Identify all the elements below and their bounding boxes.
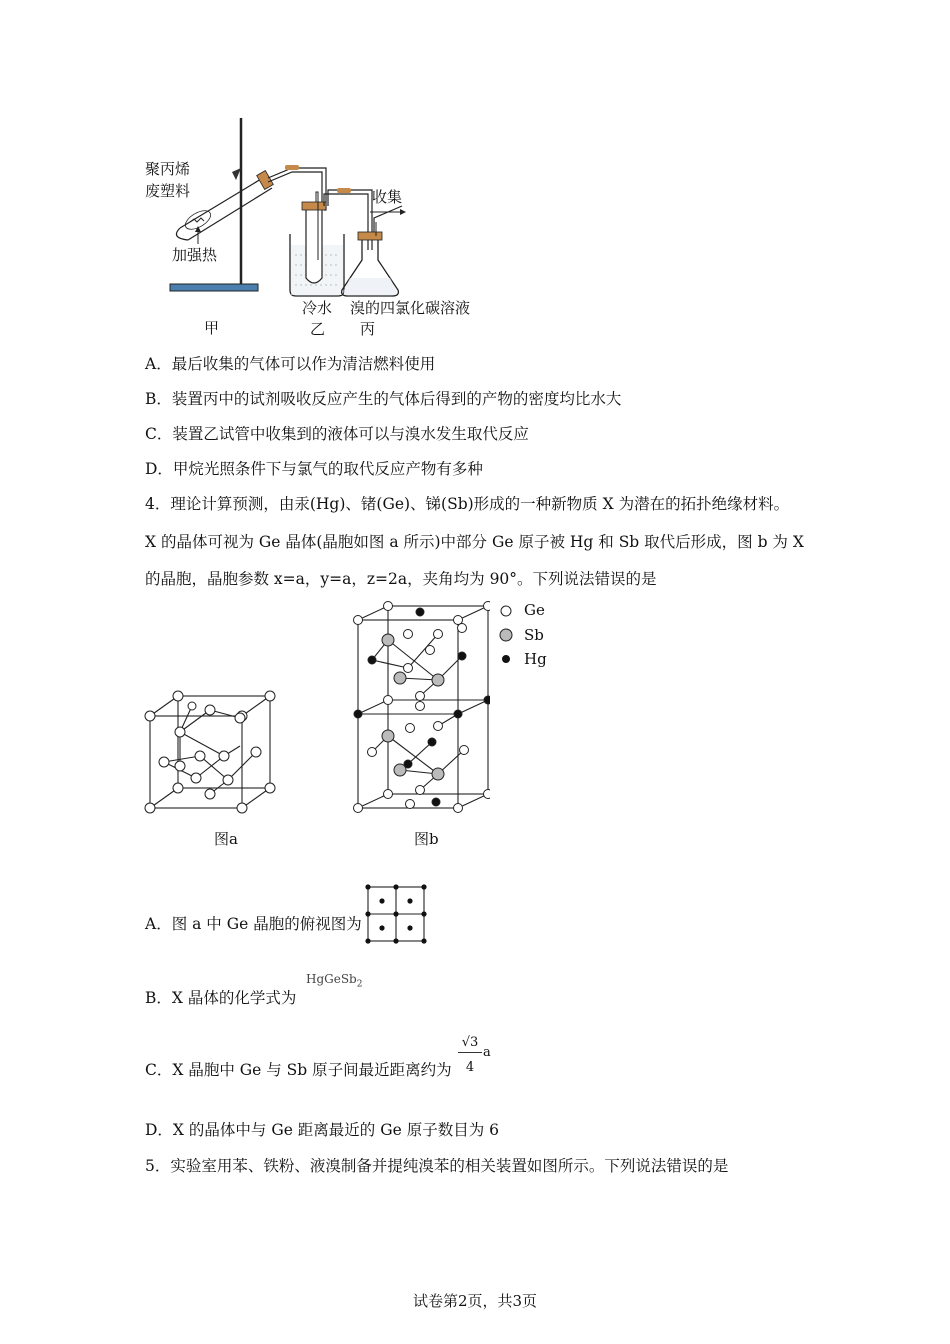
label-bromine-solution: 溴的四氯化碳溶液 (350, 299, 471, 317)
heated-tube (176, 171, 273, 240)
label-jia: 甲 (204, 319, 220, 337)
legend-markers (498, 603, 518, 667)
q4-stem-3: 的晶胞，晶胞参数 x=a，y=a，z=2a，夹角均为 90°。下列说法错误的是 (145, 570, 657, 588)
q4-stem-2: X 的晶体可视为 Ge 晶体(晶胞如图 a 所示)中部分 Ge 原子被 Hg 和 Sb 取代后形成，图 b 为 X (145, 533, 804, 551)
formula-main: HgGeSb (306, 972, 357, 986)
q4-option-a: A．图 a 中 Ge 晶胞的俯视图为 (145, 915, 362, 933)
q5-stem: 5．实验室用苯、铁粉、液溴制备并提纯溴苯的相关装置如图所示。下列说法错误的是 (145, 1157, 729, 1175)
label-heat: 加强热 (172, 246, 218, 264)
legend-ge: Ge (524, 601, 545, 619)
q3-option-d: D．甲烷光照条件下与氯气的取代反应产物有多种 (145, 460, 483, 478)
fraction-unit: a (483, 1045, 491, 1060)
figure-b-x-cell (350, 600, 490, 815)
q3-option-b: B．装置丙中的试剂吸收反应产生的气体后得到的产物的密度均比水大 (145, 390, 622, 408)
q4-stem-1: 4．理论计算预测，由汞(Hg)、锗(Ge)、锑(Sb)形成的一种新物质 X 为潜在的拓扑绝缘材料。 (145, 495, 790, 513)
legend-hg: Hg (524, 650, 547, 668)
figure-b-caption: 图b (414, 830, 439, 848)
label-waste-plastic-1: 聚丙烯 (145, 160, 191, 178)
figure-a-caption: 图a (214, 830, 238, 848)
page-footer: 试卷第2页，共3页 (412, 1292, 538, 1310)
q3-option-c: C．装置乙试管中收集到的液体可以与溴水发生取代反应 (145, 425, 529, 443)
apparatus-diagram (140, 110, 520, 310)
label-cold-water: 冷水 (302, 299, 333, 317)
label-yi: 乙 (310, 320, 326, 338)
fraction-numerator: √3 (458, 1035, 482, 1053)
formula-hggesb2 (306, 972, 362, 989)
q4-option-c: C．X 晶胞中 Ge 与 Sb 原子间最近距离约为 (145, 1061, 452, 1079)
stand-base (170, 284, 258, 291)
q3-option-a: A．最后收集的气体可以作为清洁燃料使用 (145, 355, 436, 373)
q4-option-d: D．X 的晶体中与 Ge 距离最近的 Ge 原子数目为 6 (145, 1121, 499, 1139)
top-view-grid (364, 883, 428, 945)
legend-sb: Sb (524, 626, 544, 644)
label-collect: 收集 (372, 188, 403, 206)
fraction-denominator: 4 (465, 1060, 475, 1075)
label-bing: 丙 (360, 320, 376, 338)
q4-option-b: B．X 晶体的化学式为 (145, 989, 297, 1007)
figure-a-ge-cell (140, 690, 280, 815)
formula-subscript: 2 (356, 979, 363, 990)
label-waste-plastic-2: 废塑料 (145, 182, 191, 200)
